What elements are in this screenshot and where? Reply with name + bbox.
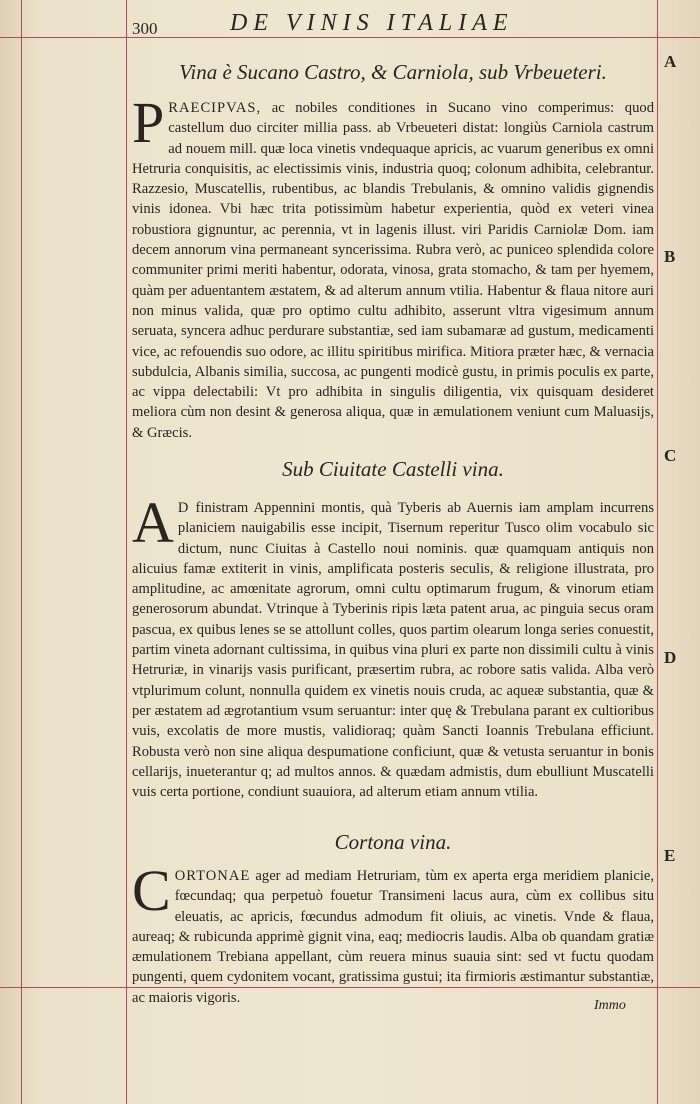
margin-letter-a: A [664, 52, 677, 71]
margin-rule-inner [126, 0, 127, 1104]
drop-cap-initial: C [132, 858, 171, 923]
section-heading-cortona: Cortona vina. [334, 830, 452, 854]
margin-rule-right [657, 0, 658, 1104]
margin-letter-b: B [664, 247, 676, 266]
margin-letter-c: C [664, 446, 677, 465]
margin-rule-left [21, 0, 22, 1104]
section-text-cortona [132, 858, 654, 1008]
section-text-castelli [132, 490, 654, 802]
paragraph-body: finistram Appennini montis, quà Tyberis ab Auernis iam amplam incurrens planiciem nauigabilis esse incipit, Tisernum reperitur Tusco olim vocabulo sic dictum, nunc Ciuitas à Castello noui nominis. quæ quamquam antiquis non alicuius famæ extiterit in vinis, amplificata posteris seculis, & religione illustrata, pro amplitudine, ac amœnitate agrorum, omni cultu optimarum frugum, & vinorum etiam generosorum abundat. Vtrinque à Tyberinis ripis læta patent arua, ac pinguia secus oram pascua, ex quibus lenes se se attollunt colles, quos partim olearum longa series conuestit, partim vineta adornant cultissima, in quibus vina pluri ex parte non dissimili cultu à vinis Hetruriæ, in vinarijs vasis purificant, præsertim rubra, ac robore satis valida. Alba verò vtplurimum colunt, nonnulla quidem ex vinetis nouis cruda, ac aqueæ substantia, quæ & per æstatem ad ægrotantium vsum seruantur: inter quę & Trebulana parant ex cultioribus vuis, excolatis de more mustis, validioraq; quàm Sancti Ioannis Trebulana efficiunt. Robusta verò non sine aliqua despumatione conficiunt, quæ & vetusta seruantur in bonis cellarijs, inueterantur q; ad multos annos. & quædam admistis, dum ebulliunt Muscatelli vuis certa portione, condiunt suauiora, ad alterum etiam annum vtilia. [132, 500, 654, 801]
paragraph-body: ager ad mediam Hetruriam, tùm ex aperta erga meridiem planicie, fœcundaq; qua perpetuò fouetur Transimeni lacus aura, cùm ex collibus situ eleuatis, ac apricis, fœcundus admodum fit oliuis, ac vinetis. Vnde & flaua, aureaq; & rubicunda apprimè gignit vina, eaq; mediocris laudis. Alba ob quandam gratiæ æmulationem Trebiana appellant, cùm reuera minus suauia sint: sed vt fuctu quodam pungenti, quem cydonitem vocant, gratissima gustui; ita firmioris æstimantur substantiæ, ac maioris vigoris. [132, 868, 654, 1006]
section-heading-sucano: Vina è Sucano Castro, & Carniola, sub Vrbeueteri. [179, 60, 607, 84]
header-rule [0, 37, 700, 38]
running-head: DE VINIS ITALIAE [230, 10, 514, 36]
section-heading-castelli: Sub Ciuitate Castelli vina. [282, 457, 504, 481]
margin-letter-d: D [664, 648, 677, 667]
page-header [130, 8, 650, 36]
section-text-sucano [132, 90, 654, 443]
catchword: Immo [594, 998, 626, 1013]
incipit-word: RAECIPVAS, [168, 100, 262, 116]
drop-cap-initial: P [132, 90, 165, 155]
incipit-word: D [177, 500, 190, 516]
margin-letter-e: E [664, 846, 676, 865]
drop-cap-initial: A [132, 490, 174, 555]
page-number: 300 [132, 19, 158, 38]
paragraph-body: ac nobiles conditiones in Sucano vino comperimus: quod castellum duo circiter millia pass. ab Vrbeueteri distat: longiùs Carniola castrum ad nouem mill. quæ loca vinetis vndequaque apricis, ac vuarum generibus ex omni Hetruria conquisitis, ac electissimis vinis, industria quoq; colonum adhibita, celebrantur. Razzesio, Muscatellis, rubentibus, ac blandis Trebulanis, & omnino validis gignendis vinis idonea. Vbi hæc trita potissimùm habetur experientia, quòd ex veteri vinea robustiora gignuntur, ac perennia, vt in lagenis illust. viri Paridis Carniolæ Dom. iam decem annorum vina permaneant syncerissima. Rubra verò, ac puniceo splendida colore communiter primi meriti habentur, odorata, vinosa, grata stomacho, & tam per hyemem, quàm per aduentantem æstatem, & ad alterum annum vtilia. Habentur & flaua nitore auri non minus valida, quæ pro optimo cultu adhibito, asserunt vltra vigesimum annum seruata, syncera adhuc perdurare substantiæ, sed iam subamaræ ad gustum, medicamenti vice, ac refouendis suo odore, ac illitu spiritibus mirifica. Mitiora præter hæc, & vernacia subdulcia, Albanis similia, succosa, ac pungenti modicè gustu, in primis poculis ex parte, ac vippa delectabili: Vt pro adhibita in singulis diligentia, vix quisquam desideret meliora cùm non desint & generosa aliqua, quæ in æmulationem veniunt cum Maluasijs, & Græcis. [132, 100, 654, 441]
incipit-word: ORTONAE [174, 868, 251, 884]
